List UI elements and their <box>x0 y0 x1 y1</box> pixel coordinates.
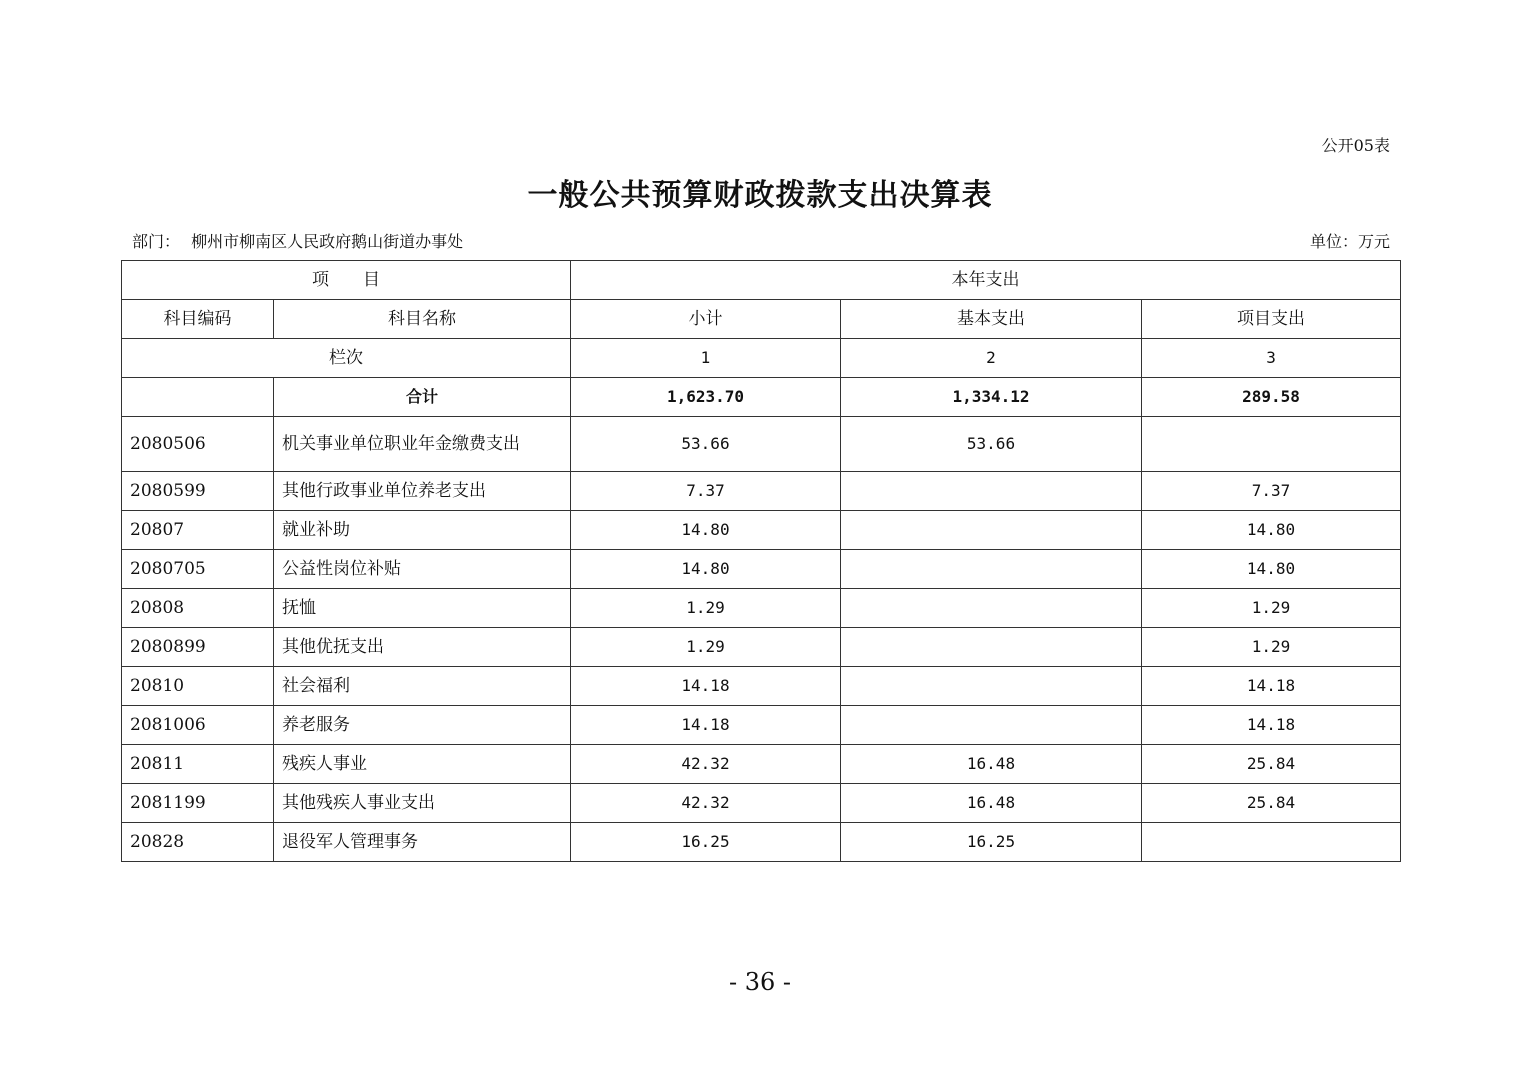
header-project-exp: 项目支出 <box>1142 300 1401 339</box>
row-code: 20807 <box>122 511 274 550</box>
row-name: 公益性岗位补贴 <box>274 550 571 589</box>
table-row <box>122 589 1401 628</box>
row-subtotal: 14.80 <box>571 550 841 589</box>
row-name: 就业补助 <box>274 511 571 550</box>
header-name: 科目名称 <box>274 300 571 339</box>
unit-label: 单位：万元 <box>1309 232 1390 251</box>
row-subtotal: 1.29 <box>571 589 841 628</box>
row-project <box>1142 823 1401 862</box>
row-name: 其他优抚支出 <box>274 628 571 667</box>
header-col-1: 1 <box>571 339 841 378</box>
row-name: 机关事业单位职业年金缴费支出 <box>274 417 571 472</box>
row-project: 1.29 <box>1142 628 1401 667</box>
row-basic <box>841 550 1142 589</box>
row-code: 2081199 <box>122 784 274 823</box>
row-subtotal: 7.37 <box>571 472 841 511</box>
table-row <box>122 417 1401 472</box>
row-basic <box>841 589 1142 628</box>
row-code: 20828 <box>122 823 274 862</box>
row-project <box>1142 417 1401 472</box>
row-project: 14.18 <box>1142 667 1401 706</box>
header-basic: 基本支出 <box>841 300 1142 339</box>
table-row <box>122 628 1401 667</box>
row-name: 养老服务 <box>274 706 571 745</box>
row-subtotal: 14.18 <box>571 706 841 745</box>
header-row-2 <box>122 300 1401 339</box>
table-row <box>122 823 1401 862</box>
row-project: 14.80 <box>1142 511 1401 550</box>
page-title: 一般公共预算财政拨款支出决算表 <box>527 178 993 213</box>
row-project: 25.84 <box>1142 745 1401 784</box>
row-subtotal: 53.66 <box>571 417 841 472</box>
total-subtotal: 1,623.70 <box>571 378 841 417</box>
header-subtotal: 小计 <box>571 300 841 339</box>
total-basic: 1,334.12 <box>841 378 1142 417</box>
table-row <box>122 472 1401 511</box>
department-line <box>132 229 463 252</box>
table-row <box>122 667 1401 706</box>
row-basic <box>841 511 1142 550</box>
table-row <box>122 784 1401 823</box>
row-code: 2080899 <box>122 628 274 667</box>
row-code: 2080599 <box>122 472 274 511</box>
expenditure-table <box>121 260 1401 862</box>
header-row-3 <box>122 339 1401 378</box>
table-row <box>122 745 1401 784</box>
row-project: 25.84 <box>1142 784 1401 823</box>
row-name: 残疾人事业 <box>274 745 571 784</box>
row-basic: 53.66 <box>841 417 1142 472</box>
total-row <box>122 378 1401 417</box>
row-code: 20808 <box>122 589 274 628</box>
row-subtotal: 14.80 <box>571 511 841 550</box>
row-subtotal: 14.18 <box>571 667 841 706</box>
row-basic <box>841 706 1142 745</box>
table-row <box>122 706 1401 745</box>
row-subtotal: 42.32 <box>571 745 841 784</box>
row-subtotal: 16.25 <box>571 823 841 862</box>
header-column-order: 栏次 <box>122 339 571 378</box>
header-current-year: 本年支出 <box>571 261 1401 300</box>
row-project: 7.37 <box>1142 472 1401 511</box>
row-code: 2081006 <box>122 706 274 745</box>
row-name: 社会福利 <box>274 667 571 706</box>
row-project: 1.29 <box>1142 589 1401 628</box>
header-col-3: 3 <box>1142 339 1401 378</box>
row-code: 2080506 <box>122 417 274 472</box>
row-basic: 16.25 <box>841 823 1142 862</box>
total-code <box>122 378 274 417</box>
row-basic: 16.48 <box>841 745 1142 784</box>
page-number: - 36 - <box>728 968 791 996</box>
table-row <box>122 550 1401 589</box>
row-basic <box>841 628 1142 667</box>
row-project: 14.80 <box>1142 550 1401 589</box>
row-name: 抚恤 <box>274 589 571 628</box>
row-code: 20811 <box>122 745 274 784</box>
total-project: 289.58 <box>1142 378 1401 417</box>
header-project: 项 目 <box>122 261 571 300</box>
row-subtotal: 1.29 <box>571 628 841 667</box>
table-row <box>122 511 1401 550</box>
row-code: 2080705 <box>122 550 274 589</box>
department-label: 部门： <box>132 232 181 251</box>
row-basic <box>841 667 1142 706</box>
header-row-1 <box>122 261 1401 300</box>
row-subtotal: 42.32 <box>571 784 841 823</box>
row-code: 20810 <box>122 667 274 706</box>
header-code: 科目编码 <box>122 300 274 339</box>
total-label: 合计 <box>274 378 571 417</box>
department-name: 柳州市柳南区人民政府鹅山街道办事处 <box>191 232 464 251</box>
row-name: 退役军人管理事务 <box>274 823 571 862</box>
row-project: 14.18 <box>1142 706 1401 745</box>
row-name: 其他残疾人事业支出 <box>274 784 571 823</box>
row-name: 其他行政事业单位养老支出 <box>274 472 571 511</box>
row-basic: 16.48 <box>841 784 1142 823</box>
form-number: 公开05表 <box>1321 136 1390 155</box>
row-basic <box>841 472 1142 511</box>
header-col-2: 2 <box>841 339 1142 378</box>
